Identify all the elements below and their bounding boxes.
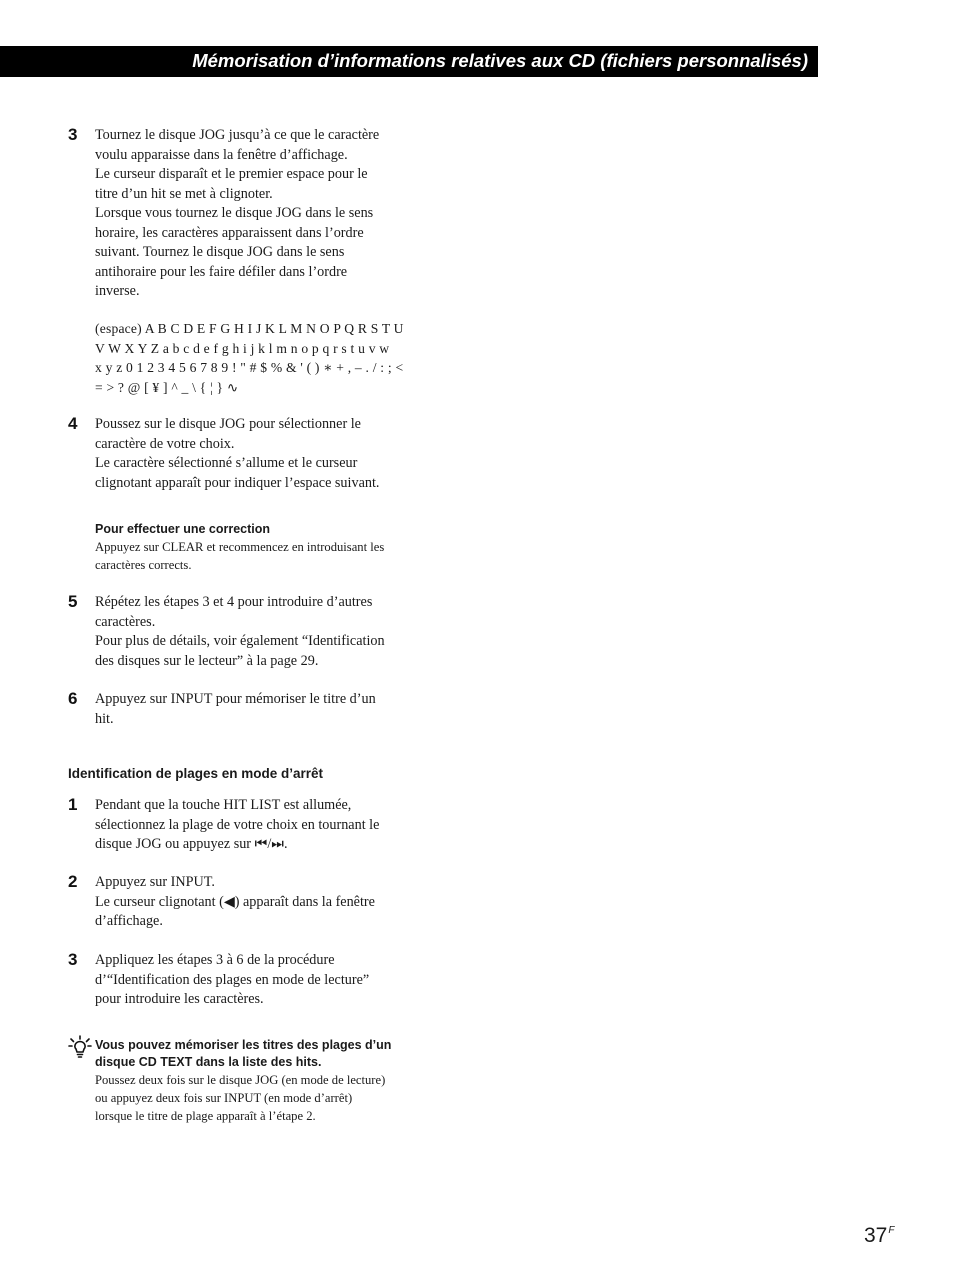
note-title: Pour effectuer une correction — [95, 522, 271, 536]
step-text — [95, 951, 435, 1010]
step-line: Appuyez sur INPUT pour mémoriser le titre d’un — [95, 691, 376, 707]
charset-line: = > ? @ [ ¥ ] ^ _ \ { ¦ } ∿ — [95, 379, 239, 395]
step-number: 5 — [68, 592, 78, 611]
step-line: Pendant que la touche HIT LIST est allumée, — [95, 797, 352, 813]
step-number: 2 — [68, 872, 78, 891]
step-line: caractères. — [95, 613, 156, 630]
step-line: Le caractère sélectionné s’allume et le curseur — [95, 455, 358, 471]
step-line: antihoraire pour les faire défiler dans l’ordre — [95, 263, 348, 280]
page-number — [864, 1224, 894, 1248]
tip-line: lorsque le titre de plage apparaît à l’étape 2. — [95, 1109, 316, 1123]
step-number: 1 — [68, 795, 78, 814]
step-line: sélectionnez la plage de votre choix en tournant le — [95, 816, 380, 833]
step-line: Pour plus de détails, voir également “Identification — [95, 633, 385, 649]
step-line: d’affichage. — [95, 913, 163, 929]
step-text — [95, 873, 435, 932]
step-line: Lorsque vous tournez le disque JOG dans le sens — [95, 205, 374, 221]
step-text — [95, 796, 435, 855]
step-number: 3 — [68, 950, 78, 969]
page-number-suffix: F — [888, 1225, 895, 1236]
step-text — [95, 690, 435, 729]
section-heading: Identification de plages en mode d’arrêt — [68, 766, 324, 781]
page-title: Mémorisation d’informations relatives aux CD (fichiers personnalisés) — [192, 50, 808, 71]
step-number: 6 — [68, 689, 78, 708]
lightbulb-icon — [68, 1035, 92, 1059]
step-line: Appuyez sur INPUT. — [95, 874, 215, 890]
step-line: des disques sur le lecteur” à la page 29. — [95, 652, 319, 669]
correction-note — [95, 521, 435, 574]
character-set — [95, 319, 435, 397]
page-number-value: 37 — [864, 1224, 888, 1247]
tip-title: disque CD TEXT dans la liste des hits. — [95, 1055, 322, 1069]
step-number: 3 — [68, 125, 78, 144]
step-line: d’“Identification des plages en mode de lecture” — [95, 971, 370, 988]
step-text — [95, 593, 435, 671]
step-line: clignotant apparaît pour indiquer l’espace suivant. — [95, 474, 380, 491]
step-line: Poussez sur le disque JOG pour sélectionner le — [95, 416, 361, 432]
charset-line: (espace) A B C D E F G H I J K L M N O P Q R S T U — [95, 321, 404, 336]
note-line: caractères corrects. — [95, 558, 192, 572]
step-line: Répétez les étapes 3 et 4 pour introduire d’autres — [95, 594, 373, 610]
step-line: hit. — [95, 710, 114, 727]
charset-line: V W X Y Z a b c d e f g h i j k l m n o p q r s t u v w — [95, 340, 390, 356]
note-line: Appuyez sur CLEAR et recommencez en introduisant les — [95, 540, 385, 554]
step-text — [95, 415, 435, 493]
step-line: horaire, les caractères apparaissent dans l’ordre — [95, 224, 364, 241]
charset-line: x y z 0 1 2 3 4 5 6 7 8 9 ! " # $ % & ' ( ) ∗ + , – . / : ; < — [95, 360, 404, 375]
tip-note — [95, 1037, 435, 1125]
step-line: Tournez le disque JOG jusqu’à ce que le caractère — [95, 127, 380, 143]
tip-title: Vous pouvez mémoriser les titres des plages d’un — [95, 1038, 392, 1052]
step-number: 4 — [68, 414, 78, 433]
step-line: caractère de votre choix. — [95, 435, 235, 452]
step-line: suivant. Tournez le disque JOG dans le sens — [95, 244, 345, 260]
step-line: voulu apparaisse dans la fenêtre d’affichage. — [95, 146, 348, 163]
tip-line: ou appuyez deux fois sur INPUT (en mode d’arrêt) — [95, 1091, 353, 1105]
header-bar — [0, 46, 818, 77]
step-text — [95, 126, 435, 302]
step-line: disque JOG ou appuyez sur ⏮/⏭. — [95, 836, 288, 852]
step-line: Appliquez les étapes 3 à 6 de la procédure — [95, 952, 335, 968]
step-line: pour introduire les caractères. — [95, 991, 264, 1007]
step-line: inverse. — [95, 283, 140, 299]
step-line: Le curseur clignotant (◀) apparaît dans la fenêtre — [95, 893, 375, 910]
tip-line: Poussez deux fois sur le disque JOG (en mode de lecture) — [95, 1073, 386, 1087]
step-line: titre d’un hit se met à clignoter. — [95, 185, 273, 202]
step-line: Le curseur disparaît et le premier espace pour le — [95, 166, 368, 182]
